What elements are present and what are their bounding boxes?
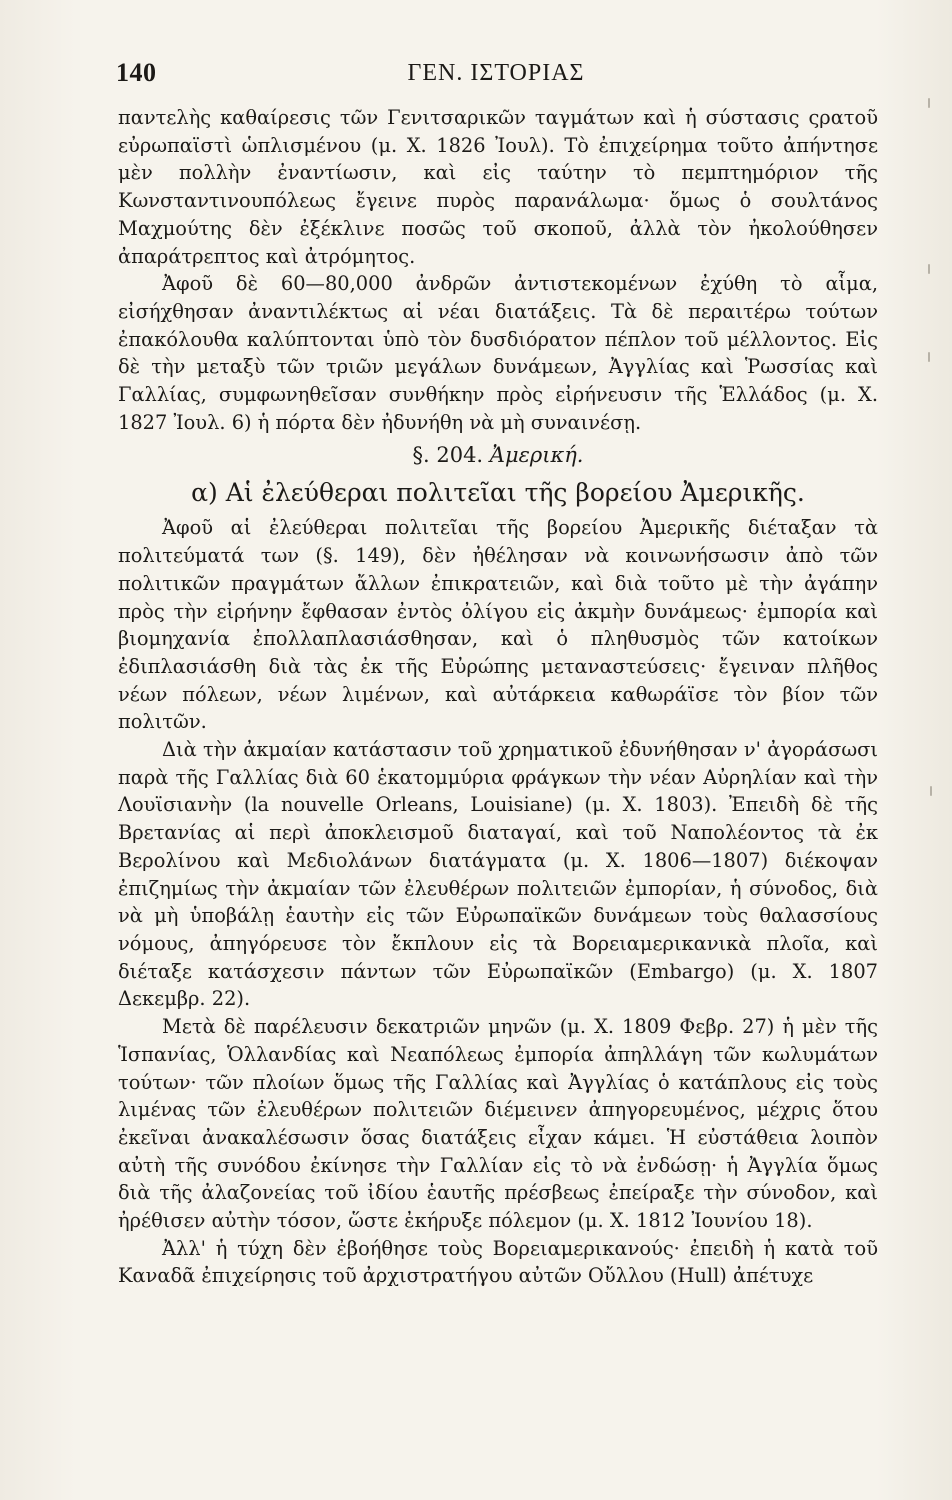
margin-mark — [928, 264, 930, 274]
paragraph: Διὰ τὴν ἀκμαίαν κατάστασιν τοῦ χρηματικοῦ ἐδυνήθησαν ν' ἀγοράσωσι παρὰ τῆς Γαλλίας διὰ 60 ἑκατομμύρια φράγκων τὴν νέαν Αὐρηλίαν καὶ τὴν Λουϊσιανὴν (la nouvelle Orleans, Louisiane) (μ. Χ. 1803). Ἐπειδὴ δὲ τῆς Βρετανίας αἱ περὶ ἀποκλεισμοῦ διαταγαί, καὶ τοῦ Ναπολέοντος τὰ ἐκ Βερολίνου καὶ Μεδιολάνων διατάγματα (μ. Χ. 1806—1807) διέκοψαν ἐπιζημίως τὴν ἀκμαίαν τῶν ἐλευθέρων πολιτειῶν ἐμπορίαν, ἡ σύνοδος, διὰ νὰ μὴ ὑποβάλῃ ἑαυτὴν εἰς τῶν Εὐρωπαϊκῶν δυνάμεων τοὺς θαλασσίους νόμους, ἀπηγόρευσε τὸν ἔκπλουν εἰς τὰ Βορειαμερικανικὰ πλοῖα, καὶ διέταξε κατάσχεσιν πάντων τῶν Εὐρωπαϊκῶν (Embargo) (μ. Χ. 1807 Δεκεμβρ. 22). — [118, 738, 878, 1011]
paragraph: Ἀλλ' ἡ τύχη δὲν ἐβοήθησε τοὺς Βορειαμερικανούς· ἐπειδὴ ἡ κατὰ τοῦ Καναδᾶ ἐπιχείρησις τοῦ ἀρχιστρατήγου αὐτῶν Οὔλλου (Hull) ἀπέτυχε — [118, 1236, 878, 1288]
page-number: 140 — [116, 58, 157, 87]
page-header — [116, 58, 876, 90]
section-heading — [118, 440, 878, 470]
margin-mark — [930, 786, 932, 796]
margin-mark — [928, 98, 930, 108]
running-title: ΓΕΝ. ΙΣΤΟΡΙΑΣ — [407, 60, 585, 86]
paragraph: Ἀφοῦ αἱ ἐλεύθεραι πολιτεῖαι τῆς βορείου Ἀμερικῆς διέταξαν τὰ πολιτεύματά των (§. 149), δὲν ἠθέλησαν νὰ κοινωνήσωσιν ἀπὸ τῶν πολιτικῶν πραγμάτων ἄλλων ἐπικρατειῶν, καὶ διὰ τοῦτο μὲ τὴν ἀγάπην πρὸς τὴν εἰρήνην ἔφθασαν ἐντὸς ὀλίγου εἰς ἀκμὴν δυνάμεως· ἐμπορία καὶ βιομηχανία ἐπολλαπλασιάσθησαν, καὶ ὁ πληθυσμὸς τῶν κατοίκων ἐδιπλασιάσθη διὰ τὰς ἐκ τῆς Εὐρώπης μεταναστεύσεις· ἔγειναν πλῆθος νέων πόλεων, νέων λιμένων, καὶ αὐτάρκεια καθωράϊσε τὸν βίον τῶν πολιτῶν. — [118, 516, 878, 734]
page-body — [118, 104, 878, 1290]
section-title: Ἀμερική. — [489, 443, 584, 468]
margin-mark — [928, 352, 930, 362]
paragraph: Μετὰ δὲ παρέλευσιν δεκατριῶν μηνῶν (μ. Χ. 1809 Φεβρ. 27) ἡ μὲν τῆς Ἱσπανίας, Ὁλλανδίας καὶ Νεαπόλεως ἐμπορία ἀπηλλάγη τῶν κωλυμάτων τούτων· τῶν πλοίων ὅμως τῆς Γαλλίας καὶ Ἀγγλίας ὁ κατάπλους εἰς τοὺς λιμένας τῶν ἐλευθέρων πολιτειῶν διέμεινεν ἀπηγορευμένος, μέχρις ὅτου ἐκεῖναι ἀνακαλέσωσιν ὅσας διατάξεις εἶχαν κάμει. Ἡ εὐστάθεια λοιπὸν αὐτὴ τῆς συνόδου ἐκίνησε τὴν Γαλλίαν εἰς τὸ νὰ ἐνδώσῃ· ἡ Ἀγγλία ὅμως διὰ τῆς ἀλαζονείας τοῦ ἰδίου ἑαυτῆς πρέσβεως ἐπείραξε τὴν σύνοδον, καὶ ἠρέθισεν αὐτὴν τόσον, ὥστε ἐκήρυξε πόλεμον (μ. Χ. 1812 Ἰουνίου 18). — [118, 1015, 878, 1233]
paragraph: παντελὴς καθαίρεσις τῶν Γενιτσαρικῶν ταγμάτων καὶ ἡ σύστασις ςρατοῦ εὐρωπαϊστὶ ὡπλισμένου (μ. Χ. 1826 Ἰουλ). Τὸ ἐπιχείρημα τοῦτο ἀπήντησε μὲν πολλὴν ἐναντίωσιν, καὶ εἰς ταύτην τὸ πεμπτημόριον τῆς Κωνσταντινουπόλεως ἔγεινε πυρὸς παρανάλωμα· ὅμως ὁ σουλτάνος Μαχμούτης δὲν ἐξέκλινε ποσῶς τοῦ σκοποῦ, ἀλλὰ τὸν ἠκολούθησεν ἀπαράτρεπτος καὶ ἀτρόμητος. — [118, 106, 878, 268]
subsection-title: α) Αἱ ἐλεύθεραι πολιτεῖαι τῆς βορείου Ἀμερικῆς. — [191, 478, 805, 508]
paragraph: Ἀφοῦ δὲ 60—80,000 ἀνδρῶν ἀντιστεκομένων ἐχύθη τὸ αἷμα, εἰσήχθησαν ἀναντιλέκτως αἱ νέαι διατάξεις. Τὰ δὲ περαιτέρω τούτων ἐπακόλουθα καλύπτονται ὑπὸ τὸν δυσδιόρατον πέπλον τοῦ μέλλοντος. Εἰς δὲ τὴν μεταξὺ τῶν τριῶν μεγάλων δυνάμεων, Ἀγγλίας καὶ Ῥωσσίας καὶ Γαλλίας, συμφωνηθεῖσαν συνθήκην πρὸς εἰρήνευσιν τῆς Ἑλλάδος (μ. Χ. 1827 Ἰουλ. 6) ἡ πόρτα δὲν ἠδυνήθη νὰ μὴ συναινέσῃ. — [118, 272, 878, 434]
section-number: §. 204. — [412, 443, 484, 468]
